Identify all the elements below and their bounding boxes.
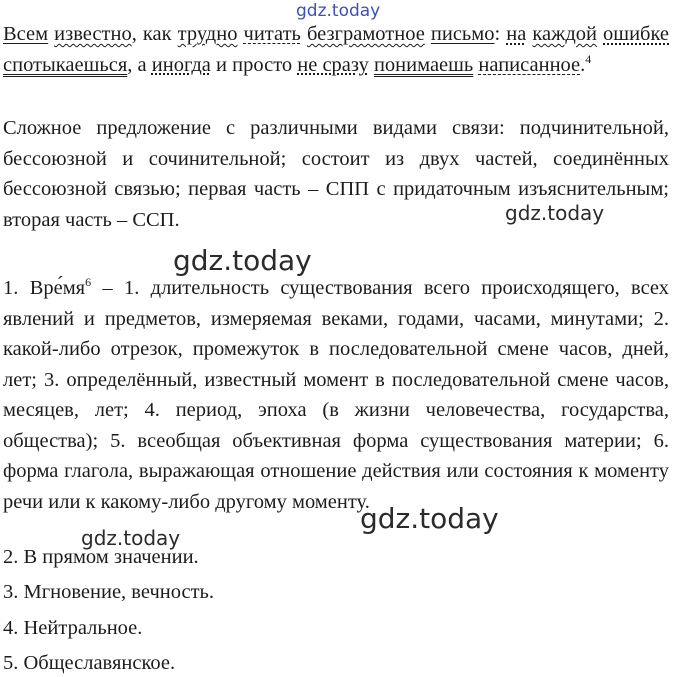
word-ne-srazu: не сразу <box>297 53 369 76</box>
answer-line-5: 5. Общеславянское. <box>3 652 176 674</box>
word-chitat: читать <box>243 23 301 45</box>
word-ponimaesh: понимаешь <box>373 53 474 76</box>
answer-line-2: 2. В прямом значении. <box>3 546 199 568</box>
watermark-1: gdz.today <box>505 201 605 225</box>
word-inogda: иногда <box>151 53 211 76</box>
watermark-top: gdz.today <box>296 1 381 21</box>
footnote-mark: 4 <box>585 51 592 66</box>
word-trudno: трудно <box>177 23 238 45</box>
word-napisannoe: написанное <box>478 53 581 76</box>
word-izvestno: известно <box>54 23 132 45</box>
watermark-2: gdz.today <box>173 244 312 277</box>
word-oshibke: ошибке <box>603 23 670 45</box>
entry-footnote-mark: 6 <box>85 275 92 290</box>
paragraph-sentence-analysis: Всем известно, как трудно читать безграмотное письмо: на каждой ошибке спотыкаешься, а иногда и просто не сразу понимаешь написанное.$^4$ <box>3 23 670 76</box>
paragraph-sentence-description: Сложное предложение с различными видами связи: подчинительной, бессоюзной и сочинительной; состоит из двух частей, соединённых бессоюзной связью; первая часть – СПП с придаточным изъяснительным; вторая часть – ССП. <box>3 117 669 231</box>
watermark-3: gdz.today <box>360 502 499 535</box>
answer-line-3: 3. Мгновение, вечность. <box>3 581 215 603</box>
word-pismo: письмо <box>430 23 495 45</box>
word-bezgramotnoe: безграмотное <box>306 23 425 45</box>
watermark-4: gdz.today <box>81 526 181 550</box>
word-kazhdoy: каждой <box>532 23 597 45</box>
entry-number: 1. <box>3 277 30 299</box>
word-na: на <box>506 23 527 45</box>
entry-definition: – 1. длительность существования всего происходящего, всех явлений и предметов, измеряемая веками, годами, часами, минутами; 2. какой-либо отрезок, промежуток в последовательной смене часов, дней, лет; 3. определённый, известный момент в последовательной смене часов, месяцев, лет; 4. период, эпоха (в жизни человечества, государства, общества); 5. всеобщая объективная форма существования материи; 6. форма глагола, выражающая отношение действия или состояния к моменту речи или к какому-либо другому моменту. <box>3 277 670 513</box>
answer-line-4: 4. Нейтральное. <box>3 617 143 639</box>
word-spotykaeshsya: спотыкаешься <box>3 53 128 76</box>
entry-headword: Вре́мя <box>29 277 86 299</box>
word-vsem: Всем <box>3 23 49 45</box>
paragraph-dictionary-entry <box>3 273 669 517</box>
